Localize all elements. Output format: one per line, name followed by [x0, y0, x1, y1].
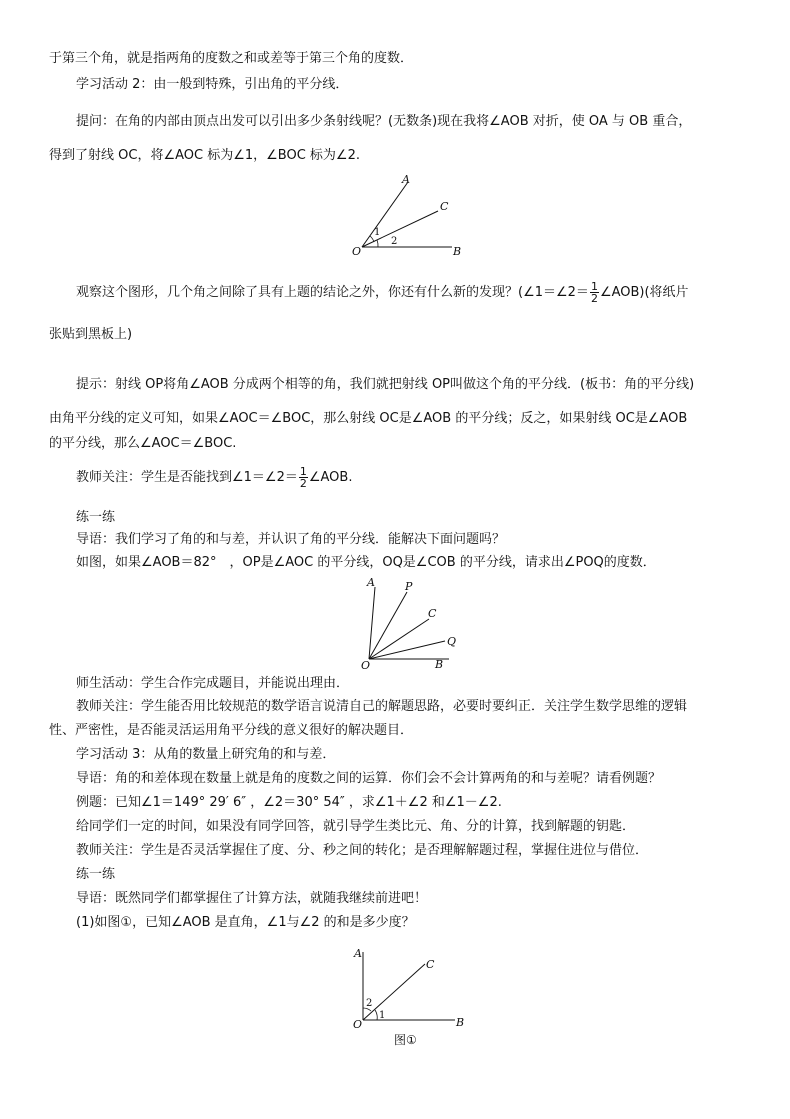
text-line: 教师关注：学生是否能找到∠1＝∠2＝ $\frac{1}{2}$ ∠AOB. [76, 465, 353, 490]
figure-caption: 图① [394, 1033, 417, 1047]
fraction: $\frac{1}{2}$ [590, 280, 598, 305]
label-C: C [440, 200, 449, 213]
text-line: 的平分线，那么∠AOC＝∠BOC. [49, 436, 237, 451]
text-line: 于第三个角，就是指两角的度数之和或差等于第三个角的度数． [49, 51, 414, 66]
text-line: 教师关注：学生是否灵活掌握住了度、分、秒之间的转化；是否理解解题过程，掌握住进位与借位． [76, 843, 649, 858]
label-P: P [405, 580, 413, 593]
text-line: 导语：角的和差体现在数量上就是角的度数之间的运算．你们会不会计算两角的和与差呢？请看例题？ [76, 771, 662, 786]
text-line: 学习活动 3：从角的数量上研究角的和与差． [76, 747, 336, 762]
text-line: 观察这个图形，几个角之间除了具有上题的结论之外，你还有什么新的发现？(∠1＝∠2＝ $\frac{1}{2}$ ∠AOB)(将纸片 [76, 280, 689, 305]
label-C: C [428, 607, 437, 620]
label-A: A [354, 947, 362, 960]
label-angle-2: 2 [391, 236, 398, 247]
fraction: $\frac{1}{2}$ [299, 465, 307, 490]
label-O: O [353, 1018, 363, 1030]
text-line: 张贴到黑板上) [49, 327, 133, 342]
angle-figure-2 [357, 575, 467, 675]
text-line: 提示：射线 OP将角∠AOB 分成两个相等的角，我们就把射线 OP叫做这个角的平分线．(板书：角的平分线) [76, 377, 695, 392]
text-line: 如图，如果∠AOB＝82° ，OP是∠AOC 的平分线，OQ是∠COB 的平分线，请求出∠POQ的度数． [76, 555, 656, 570]
text-line: 得到了射线 OC，将∠AOC 标为∠1，∠BOC 标为∠2. [49, 148, 360, 163]
label-B: B [453, 245, 462, 258]
text-line: 由角平分线的定义可知，如果∠AOC＝∠BOC，那么射线 OC是∠AOB 的平分线；反之，如果射线 OC是∠AOB [49, 411, 688, 426]
text-line: 性、严密性，是否能灵活运用角平分线的意义很好的解决题目． [49, 723, 414, 738]
text-line: 导语：我们学习了角的和与差，并认识了角的平分线．能解决下面问题吗？ [76, 532, 506, 547]
text-line: 教师关注：学生能否用比较规范的数学语言说清自己的解题思路，必要时要纠正．关注学生数学思维的逻辑 [76, 699, 688, 714]
label-A: A [367, 576, 375, 589]
label-O: O [361, 659, 371, 672]
label-Q: Q [447, 635, 457, 648]
angle-figure-3 [347, 942, 472, 1030]
text-line: 师生活动：学生合作完成题目，并能说出理由． [76, 676, 350, 691]
label-angle-1: 1 [374, 227, 381, 238]
text-line: 导语：既然同学们都掌握住了计算方法，就随我继续前进吧！ [76, 891, 428, 906]
text-line: (1)如图①，已知∠AOB 是直角，∠1与∠2 的和是多少度？ [76, 915, 415, 930]
label-C: C [426, 958, 435, 971]
label-angle-1: 1 [379, 1010, 386, 1021]
label-angle-2: 2 [366, 998, 373, 1009]
text-line: 给同学们一定的时间，如果没有同学回答，就引导学生类比元、角、分的计算，找到解题的钥匙． [76, 819, 636, 834]
angle-figure-1 [350, 172, 470, 262]
text-line: 练一练 [76, 867, 116, 882]
label-A: A [402, 173, 410, 186]
text-line: 学习活动 2：由一般到特殊，引出角的平分线． [76, 77, 349, 92]
text-line: 例题：已知∠1＝149° 29′ 6″ ，∠2＝30° 54″ ，求∠1＋∠2 和∠1－∠2. [76, 795, 502, 810]
text-line: 练一练 [76, 510, 116, 525]
label-O: O [352, 245, 362, 258]
label-B: B [456, 1016, 465, 1029]
label-B: B [435, 658, 444, 671]
text-line: 提问：在角的内部由顶点出发可以引出多少条射线呢？(无数条)现在我将∠AOB 对折，使 OA 与 OB 重合， [76, 114, 692, 129]
